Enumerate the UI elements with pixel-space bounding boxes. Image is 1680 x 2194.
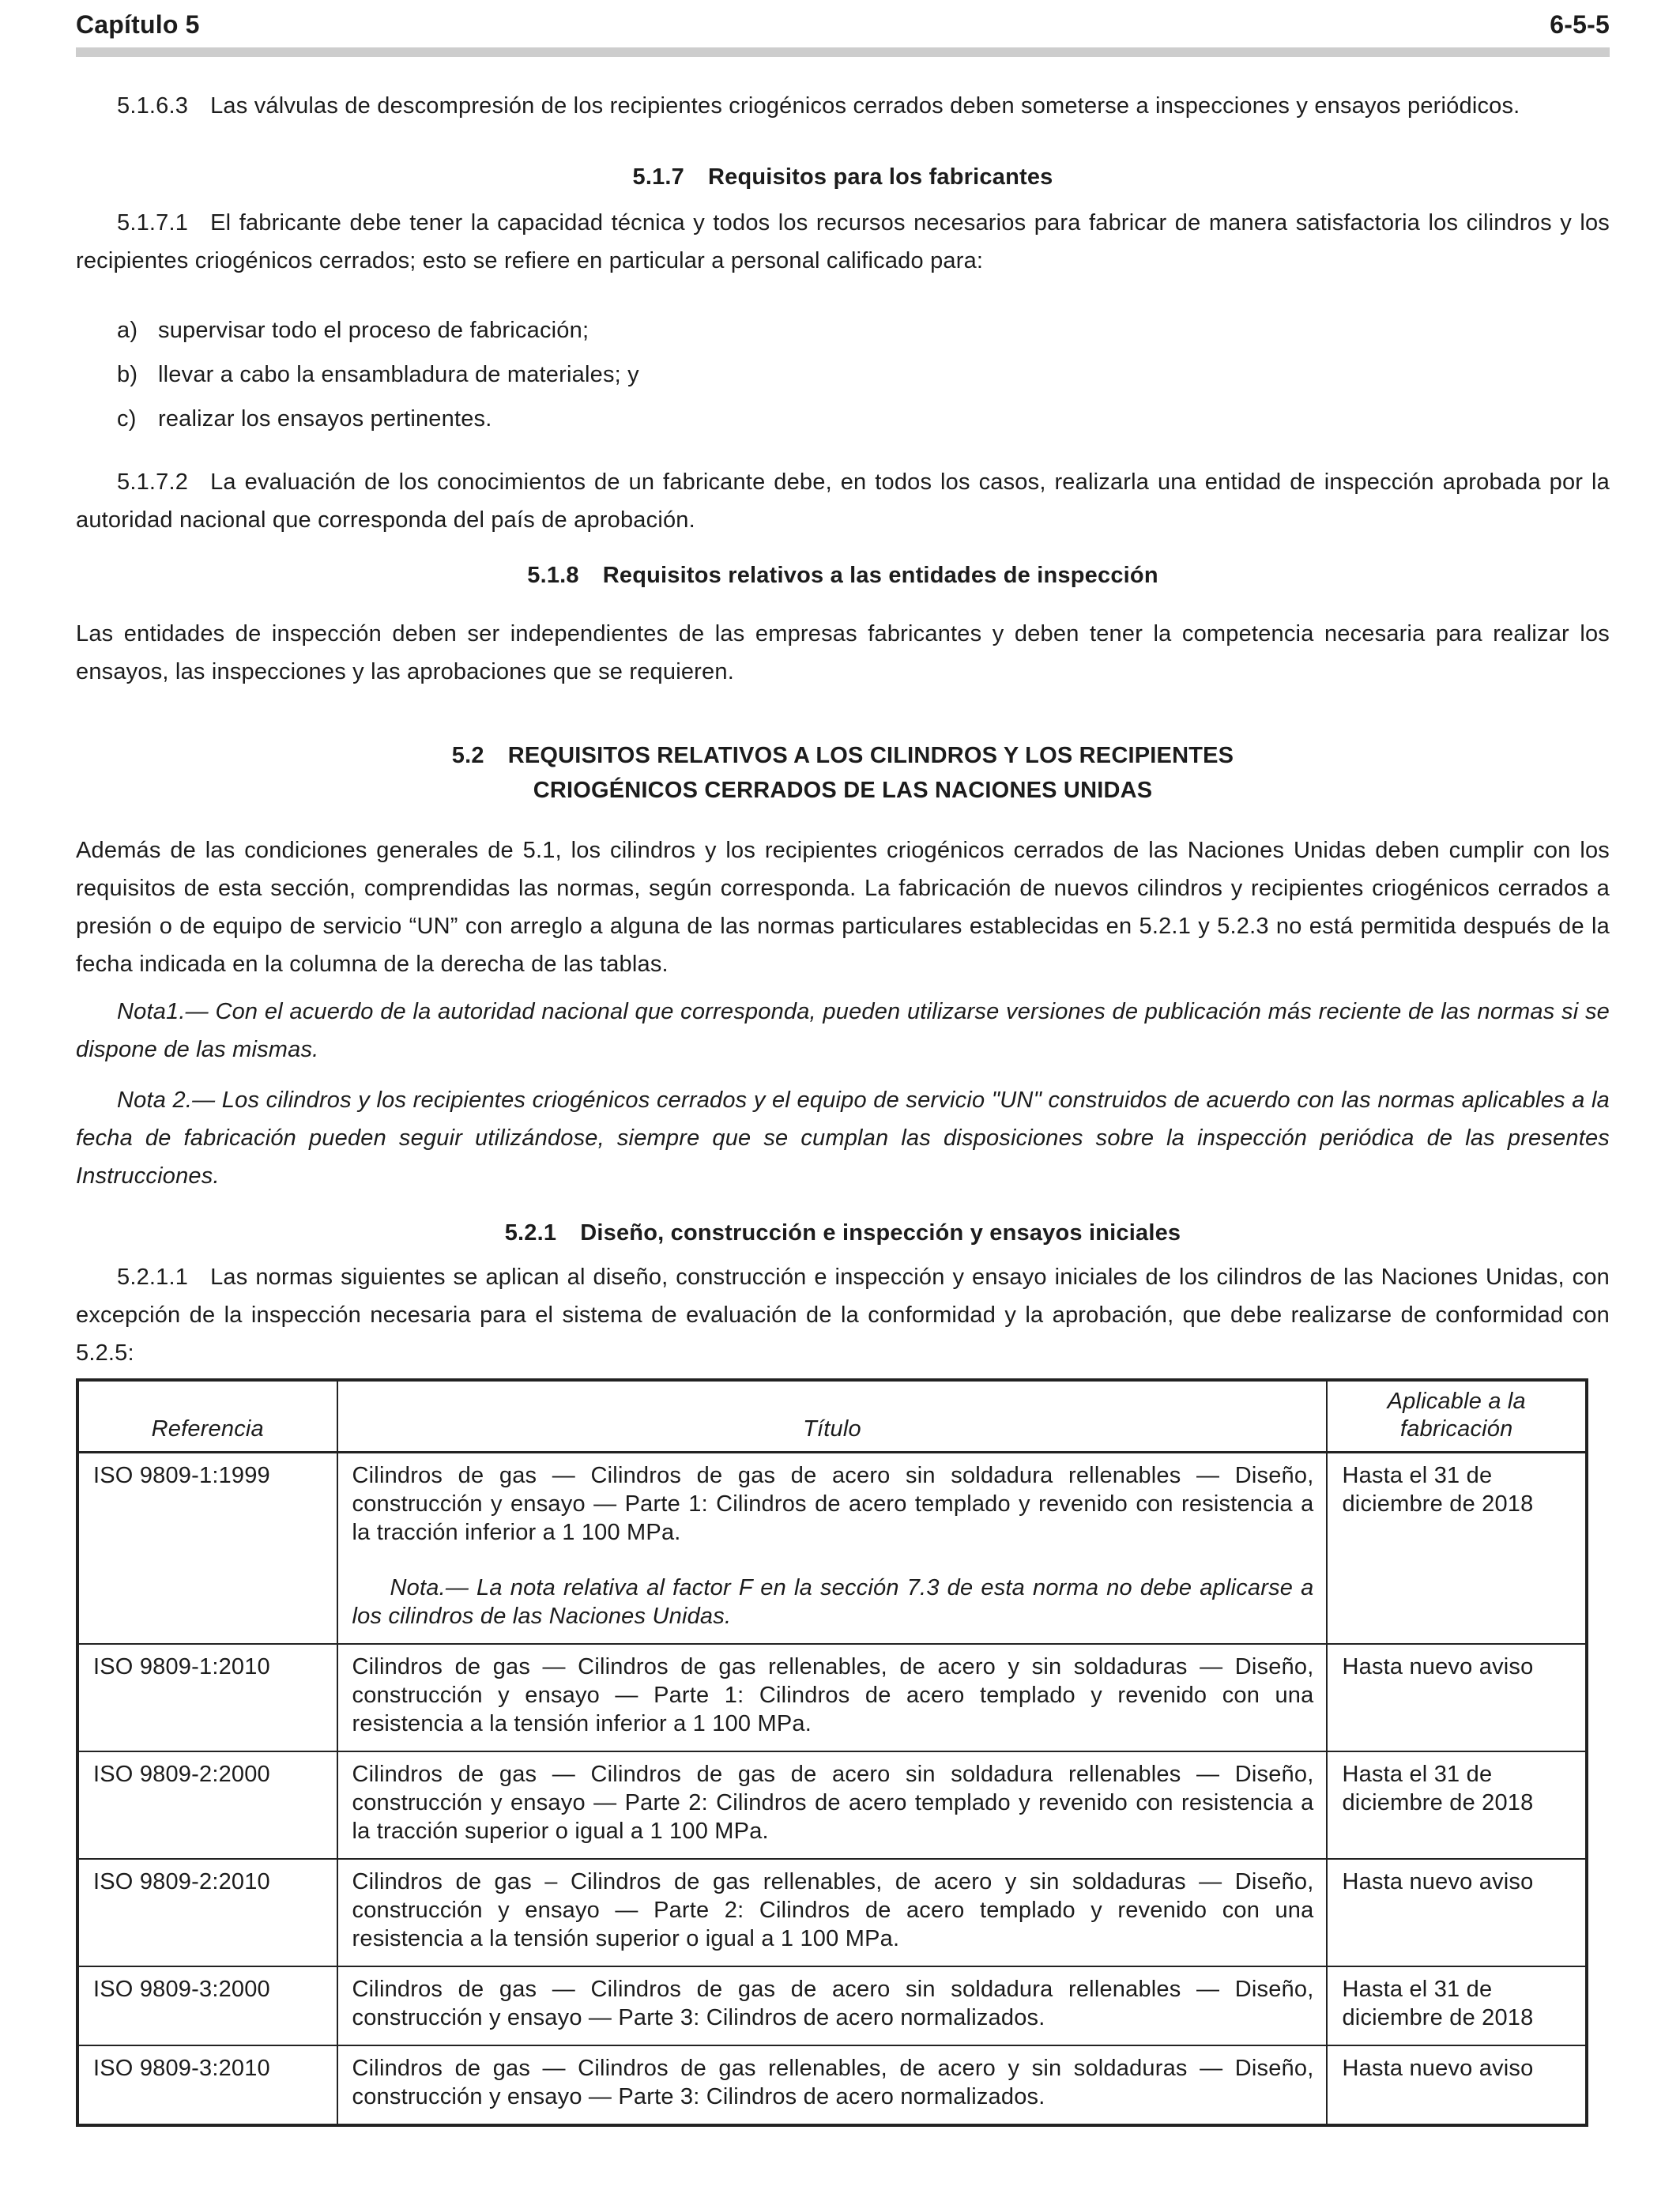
- heading-title: Diseño, construcción e inspección y ensayos iniciales: [580, 1220, 1181, 1246]
- table-row: [77, 1751, 1587, 1859]
- column-header-aplicable: Aplicable a la fabricación: [1327, 1380, 1587, 1453]
- paragraph-5-2-1-1: [76, 1258, 1610, 1372]
- list-item-label: a): [117, 318, 138, 343]
- standards-table: [76, 1378, 1588, 2127]
- heading-number: 5.1.8: [527, 563, 579, 588]
- note-text: Nota 2.— Los cilindros y los recipientes criogénicos cerrados y el equipo de servicio "UN" construidos de acuerdo con las normas aplicables a la fecha de fabricación pueden seguir utilizándose, siempre que se cumplan las disposiciones sobre la inspección periódica de las presentes Instrucciones.: [76, 1088, 1610, 1189]
- heading-title-line1: REQUISITOS RELATIVOS A LOS CILINDROS Y LOS RECIPIENTES: [507, 743, 1234, 768]
- header-rule: [76, 47, 1610, 57]
- paragraph-text: Además de las condiciones generales de 5.1, los cilindros y los recipientes criogénicos cerrados de las Naciones Unidas deben cumplir con los requisitos de esta sección, comprendidas las normas, según corresponda. La fabricación de nuevos cilindros y recipientes criogénicos cerrados a presión o de equipo de servicio “UN” con arreglo a alguna de las normas particulares establecidas en 5.2.1 y 5.2.3 no está permitida después de la fecha indicada en la columna de la derecha de las tablas.: [76, 838, 1610, 977]
- reference-cell: ISO 9809-2:2010: [77, 1859, 337, 1966]
- heading-5-1-7: [76, 160, 1610, 194]
- applicable-cell: Hasta el 31 de diciembre de 2018: [1327, 1966, 1587, 2045]
- reference-cell: ISO 9809-1:1999: [77, 1453, 337, 1645]
- table-row: [77, 2045, 1587, 2125]
- paragraph-number: 5.1.7.2: [117, 469, 189, 495]
- reference-cell: ISO 9809-3:2010: [77, 2045, 337, 2125]
- paragraph-text: Las entidades de inspección deben ser independientes de las empresas fabricantes y deben tener la competencia necesaria para realizar los ensayos, las inspecciones y las aprobaciones que se requieren.: [76, 621, 1610, 684]
- list-item-b: [117, 356, 1610, 394]
- applicable-cell: Hasta nuevo aviso: [1327, 2045, 1587, 2125]
- note-1: [76, 993, 1610, 1069]
- heading-number: 5.2: [451, 743, 484, 768]
- paragraph-number: 5.1.6.3: [117, 93, 189, 119]
- title-cell: Cilindros de gas — Cilindros de gas de acero sin soldadura rellenables — Diseño, construcción y ensayo — Parte 2: Cilindros de acero templado y revenido con resistencia a la tracción superior o igual a 1 100 MPa.: [337, 1751, 1328, 1859]
- paragraph-5-1-8: [76, 615, 1610, 691]
- column-header-titulo: Título: [337, 1380, 1328, 1453]
- note-text: Nota1.— Con el acuerdo de la autoridad nacional que corresponda, pueden utilizarse versiones de publicación más reciente de las normas si se dispone de las mismas.: [76, 999, 1610, 1062]
- applicable-cell: Hasta el 31 de diciembre de 2018: [1327, 1453, 1587, 1645]
- applicable-cell: Hasta el 31 de diciembre de 2018: [1327, 1751, 1587, 1859]
- standard-title: Cilindros de gas — Cilindros de gas de acero sin soldadura rellenables — Diseño, construcción y ensayo — Parte 1: Cilindros de acero templado y revenido con resistencia a la tracción inferior a 1 100 MPa.: [352, 1463, 1314, 1545]
- standard-note: Nota.— La nota relativa al factor F en la sección 7.3 de esta norma no debe aplicarse a los cilindros de las Naciones Unidas.: [352, 1575, 1314, 1629]
- reference-cell: ISO 9809-3:2000: [77, 1966, 337, 2045]
- title-cell: Cilindros de gas — Cilindros de gas rellenables, de acero y sin soldaduras — Diseño, construcción y ensayo — Parte 3: Cilindros de acero normalizados.: [337, 2045, 1328, 2125]
- paragraph-text: Las válvulas de descompresión de los recipientes criogénicos cerrados deben someterse a inspecciones y ensayos periódicos.: [210, 93, 1520, 119]
- heading-5-2-1: [76, 1216, 1610, 1250]
- list-item-label: b): [117, 362, 138, 387]
- list-item-text: llevar a cabo la ensambladura de materiales; y: [158, 362, 639, 387]
- list-item-label: c): [117, 406, 137, 432]
- heading-title: Requisitos para los fabricantes: [708, 164, 1053, 190]
- list-item-a: [117, 311, 1610, 349]
- column-header-referencia: Referencia: [77, 1380, 337, 1453]
- table-header-row: [77, 1380, 1587, 1453]
- heading-5-1-8: [76, 558, 1610, 593]
- reference-cell: ISO 9809-1:2010: [77, 1644, 337, 1751]
- title-cell: Cilindros de gas – Cilindros de gas rellenables, de acero y sin soldaduras — Diseño, construcción y ensayo — Parte 2: Cilindros de acero templado y revenido con una resistencia a la tensión superior o igual a 1 100 MPa.: [337, 1859, 1328, 1966]
- applicable-cell: Hasta nuevo aviso: [1327, 1644, 1587, 1751]
- heading-5-2: [76, 738, 1610, 808]
- page-number: 6-5-5: [1550, 10, 1610, 39]
- list-item-c: [117, 400, 1610, 438]
- table-row: [77, 1453, 1587, 1645]
- paragraph-number: 5.2.1.1: [117, 1265, 189, 1290]
- list-item-text: realizar los ensayos pertinentes.: [158, 406, 492, 432]
- reference-cell: ISO 9809-2:2000: [77, 1751, 337, 1859]
- paragraph-text: La evaluación de los conocimientos de un fabricante debe, en todos los casos, realizarla una entidad de inspección aprobada por la autoridad nacional que corresponda del país de aprobación.: [76, 469, 1610, 533]
- table-row: [77, 1966, 1587, 2045]
- paragraph-text: El fabricante debe tener la capacidad técnica y todos los recursos necesarios para fabricar de manera satisfactoria los cilindros y los recipientes criogénicos cerrados; esto se refiere en particular a personal calificado para:: [76, 210, 1610, 273]
- paragraph-5-2-intro: [76, 831, 1610, 983]
- paragraph-5-1-7-2: [76, 463, 1610, 539]
- paragraph-number: 5.1.7.1: [117, 210, 189, 236]
- qualified-personnel-list: [76, 311, 1610, 438]
- list-item-text: supervisar todo el proceso de fabricación;: [158, 318, 590, 343]
- chapter-label: Capítulo 5: [76, 10, 200, 39]
- page-header: [76, 9, 1610, 40]
- heading-number: 5.1.7: [632, 164, 684, 190]
- table-row: [77, 1644, 1587, 1751]
- paragraph-5-1-7-1: [76, 204, 1610, 280]
- heading-line-2: CRIOGÉNICOS CERRADOS DE LAS NACIONES UNIDAS: [533, 778, 1153, 803]
- title-cell: Cilindros de gas — Cilindros de gas de acero sin soldadura rellenables — Diseño, construcción y ensayo — Parte 3: Cilindros de acero normalizados.: [337, 1966, 1328, 2045]
- heading-line-1: [76, 738, 1610, 773]
- heading-number: 5.2.1: [504, 1220, 557, 1246]
- title-cell: [337, 1453, 1328, 1645]
- note-2: [76, 1081, 1610, 1195]
- title-cell: Cilindros de gas — Cilindros de gas rellenables, de acero y sin soldaduras — Diseño, construcción y ensayo — Parte 1: Cilindros de acero templado y revenido con una resistencia a la tensión inferior a 1 100 MPa.: [337, 1644, 1328, 1751]
- heading-title: Requisitos relativos a las entidades de inspección: [602, 563, 1158, 588]
- applicable-cell: Hasta nuevo aviso: [1327, 1859, 1587, 1966]
- table-row: [77, 1859, 1587, 1966]
- paragraph-text: Las normas siguientes se aplican al diseño, construcción e inspección y ensayo iniciales de los cilindros de las Naciones Unidas, con excepción de la inspección necesaria para el sistema de evaluación de la conformidad y la aprobación, que debe realizarse de conformidad con 5.2.5:: [76, 1265, 1610, 1366]
- paragraph-5-1-6-3: [76, 87, 1610, 125]
